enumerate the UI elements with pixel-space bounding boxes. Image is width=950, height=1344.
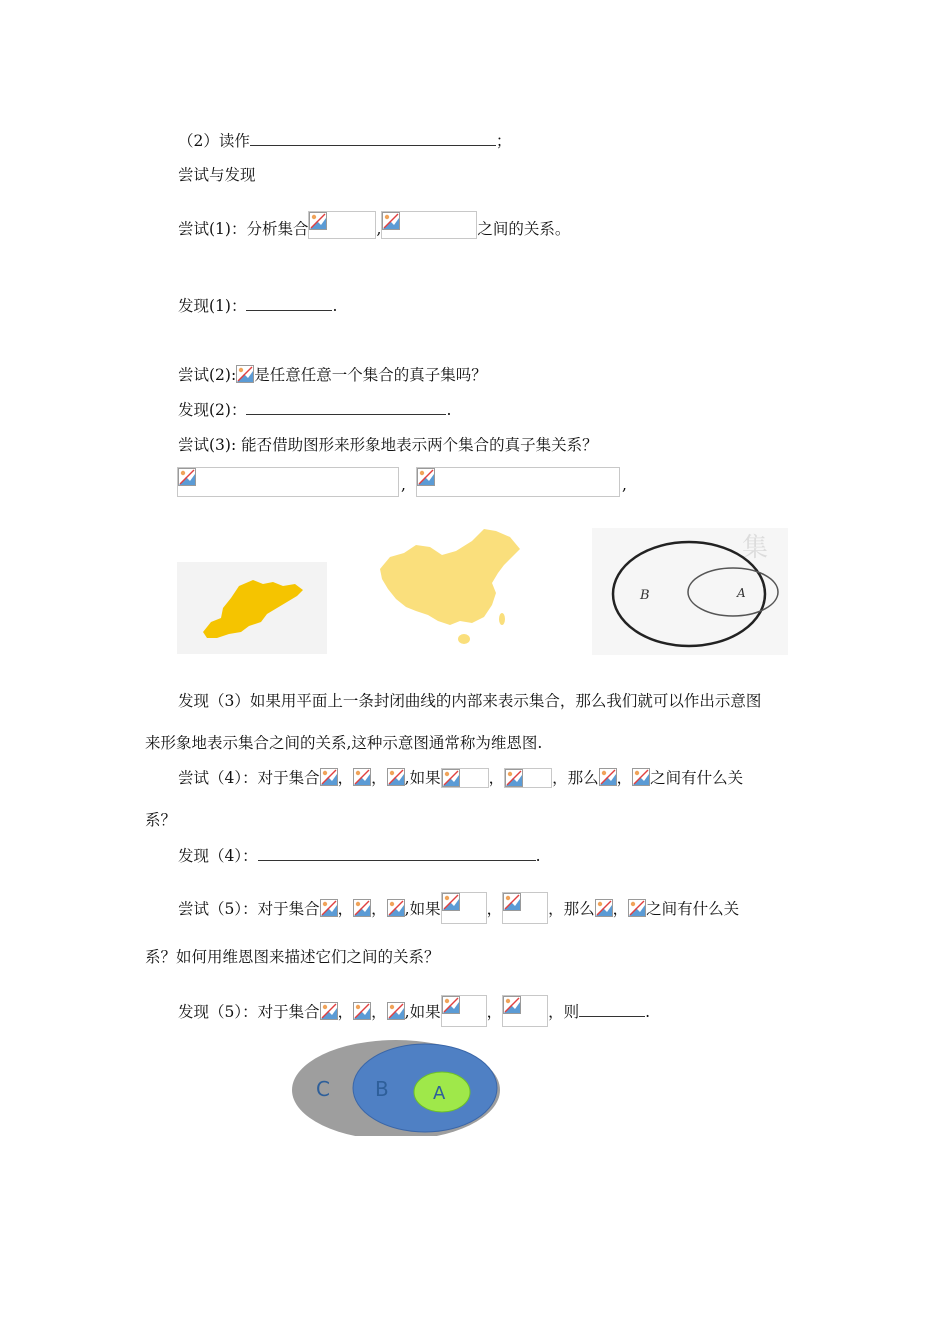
broken-image-icon	[442, 996, 460, 1014]
find1-line	[178, 294, 337, 316]
then-text: ，则	[548, 1003, 580, 1021]
set-image-placeholder	[416, 467, 620, 497]
set-c-label: C	[316, 1077, 330, 1101]
set-b-image	[353, 768, 371, 786]
set-a-label: A	[433, 1083, 446, 1104]
try5-line	[178, 892, 739, 924]
set-c-image	[387, 768, 405, 786]
set-a-image	[599, 768, 617, 786]
broken-image-icon	[417, 468, 435, 486]
set-b-label: B	[375, 1077, 389, 1101]
watermark-text: 集	[742, 533, 769, 563]
find2-label: 发现(2)：	[178, 401, 247, 419]
broken-image-icon	[442, 893, 460, 911]
answer-blank	[250, 131, 496, 146]
try2-line	[178, 363, 487, 385]
read-as-line	[178, 129, 511, 151]
set-c-image	[632, 768, 650, 786]
punctuation: ,	[622, 476, 627, 494]
if-text: ,如果	[404, 769, 441, 787]
punctuation: .	[645, 1003, 651, 1021]
try4-line2: 系？	[145, 811, 177, 829]
set-a-image	[320, 768, 338, 786]
find5-line	[178, 995, 650, 1027]
broken-image-icon	[178, 468, 196, 486]
broken-image-icon	[236, 365, 254, 383]
punctuation: .	[446, 401, 452, 419]
try4-line	[178, 766, 743, 788]
broken-image-icon	[320, 1002, 338, 1020]
outer-set-label: B	[640, 588, 650, 603]
if-text: ,如果	[404, 1003, 441, 1021]
venn-diagram-bw	[592, 528, 788, 655]
answer-blank	[258, 846, 536, 861]
venn-svg	[592, 528, 788, 655]
then-text: ，那么	[548, 900, 595, 918]
broken-image-icon	[309, 212, 327, 230]
then-text: ，那么	[552, 769, 599, 787]
punctuation: ，	[486, 900, 503, 918]
punctuation: ，	[337, 1003, 354, 1021]
condition-image	[441, 768, 489, 788]
find4-line	[178, 844, 541, 866]
broken-image-icon	[353, 768, 371, 786]
punctuation: ，	[616, 769, 633, 787]
punctuation: ，	[337, 900, 354, 918]
condition-image	[441, 892, 487, 924]
section-title: 尝试与发现	[178, 166, 256, 184]
punctuation: ,	[401, 476, 406, 494]
punctuation: ，	[337, 769, 354, 787]
venn-color-svg	[290, 1040, 502, 1136]
try3-line: 尝试(3): 能否借助图形来形象地表示两个集合的真子集关系？	[178, 436, 598, 454]
set-b-image	[353, 899, 371, 917]
punctuation: ，	[486, 1003, 503, 1021]
broken-image-icon	[353, 1002, 371, 1020]
answer-blank	[246, 400, 446, 415]
condition-image	[441, 995, 487, 1027]
broken-image-icon	[387, 768, 405, 786]
try5-line2: 系？如何用维恩图来描述它们之间的关系？	[145, 948, 440, 966]
broken-image-icon	[595, 899, 613, 917]
china-shape	[376, 527, 524, 649]
answer-blank	[246, 296, 332, 311]
broken-image-icon	[599, 768, 617, 786]
punctuation: .	[332, 297, 338, 315]
try5-label: 尝试（5）：对于集合	[178, 900, 320, 918]
try4-label: 尝试（4）：对于集合	[178, 769, 320, 787]
set-b-image	[353, 1002, 371, 1020]
try1-suffix: 之间的关系。	[477, 220, 571, 238]
condition-image	[502, 995, 548, 1027]
broken-image-icon	[505, 769, 523, 787]
province-shape	[177, 562, 327, 654]
find3-line2: 来形象地表示集合之间的关系,这种示意图通常称为维恩图.	[145, 734, 543, 752]
punctuation: ；	[495, 132, 512, 150]
punctuation: ，	[371, 1003, 387, 1021]
broken-image-icon	[503, 893, 521, 911]
if-text: ,如果	[404, 900, 441, 918]
punctuation: ，	[371, 900, 387, 918]
broken-image-icon	[442, 769, 460, 787]
answer-blank	[579, 1002, 645, 1017]
try4-suffix: 之间有什么关	[650, 769, 744, 787]
find3-line1: 发现（3）如果用平面上一条封闭曲线的内部来表示集合，那么我们就可以作出示意图	[178, 692, 762, 710]
try2-suffix: 是任意任意一个集合的真子集吗？	[254, 366, 487, 384]
try1-line	[178, 211, 570, 239]
venn-diagram-color	[290, 1040, 502, 1136]
broken-image-icon	[320, 899, 338, 917]
empty-set-image	[236, 365, 254, 383]
try5-suffix: 之间有什么关	[646, 900, 740, 918]
try2-label: 尝试(2):	[178, 366, 237, 384]
punctuation: ,	[376, 220, 382, 238]
punctuation: .	[535, 847, 541, 865]
punctuation: ，	[488, 769, 505, 787]
condition-image	[502, 892, 548, 924]
set-image-placeholder	[308, 211, 376, 239]
find2-line	[178, 398, 451, 420]
set-a-image	[320, 1002, 338, 1020]
set-a-image	[320, 899, 338, 917]
broken-image-icon	[628, 899, 646, 917]
broken-image-icon	[320, 768, 338, 786]
set-image-placeholder	[381, 211, 477, 239]
find5-label: 发现（5）：对于集合	[178, 1003, 320, 1021]
province-map-image	[177, 562, 327, 654]
broken-image-icon	[353, 899, 371, 917]
set-c-image	[628, 899, 646, 917]
condition-image	[504, 768, 552, 788]
punctuation: ，	[612, 900, 629, 918]
broken-image-icon	[632, 768, 650, 786]
inner-set-label: A	[737, 586, 746, 600]
find1-label: 发现(1)：	[178, 297, 247, 315]
set-c-image	[387, 1002, 405, 1020]
broken-image-icon	[382, 212, 400, 230]
broken-image-icon	[387, 1002, 405, 1020]
broken-image-icon	[503, 996, 521, 1014]
find4-label: 发现（4）：	[178, 847, 258, 865]
set-c-image	[387, 899, 405, 917]
try1-label: 尝试(1)：分析集合	[178, 220, 309, 238]
broken-image-icon	[387, 899, 405, 917]
punctuation: ，	[371, 769, 387, 787]
set-a-image	[595, 899, 613, 917]
read-as-label: （2）读作	[178, 132, 250, 150]
china-map-image	[376, 527, 524, 649]
set-image-placeholder	[177, 467, 399, 497]
